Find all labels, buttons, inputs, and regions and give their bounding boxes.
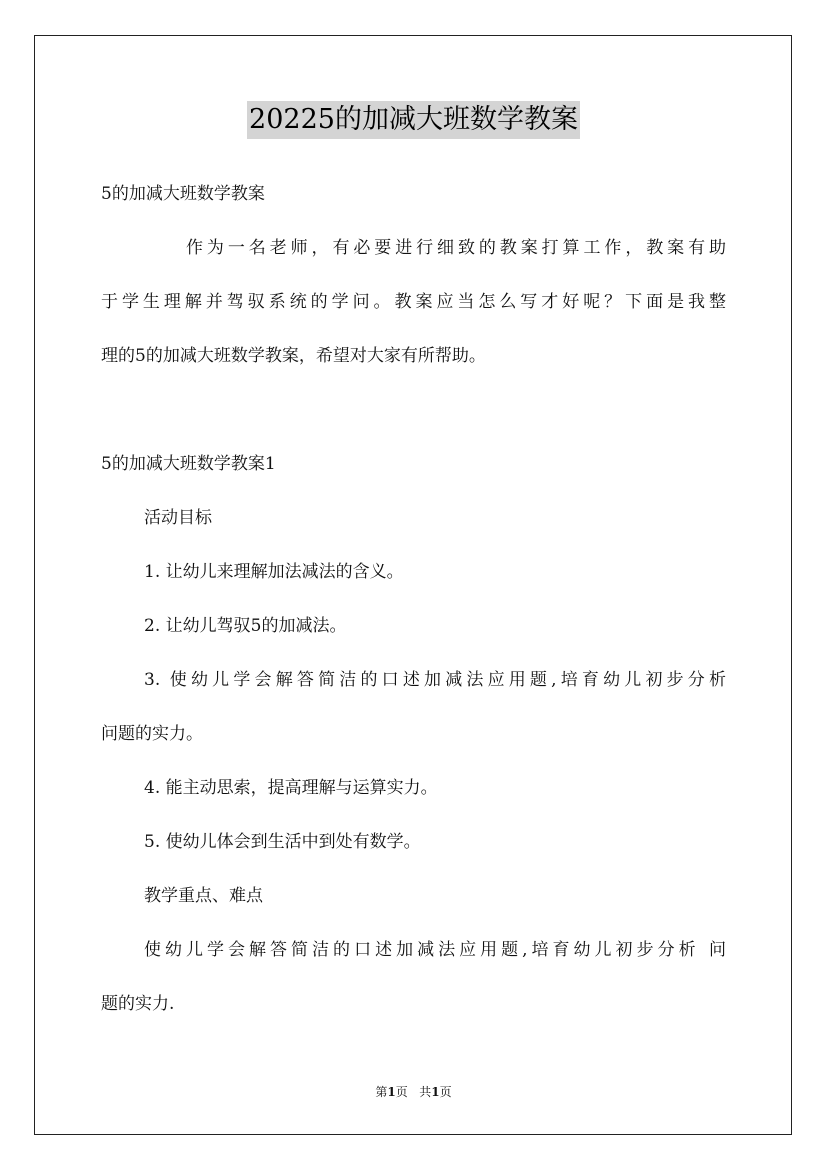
page-footer bbox=[0, 1084, 827, 1100]
footer-total-number: 1 bbox=[431, 1085, 440, 1099]
document-subtitle: 5的加减大班数学教案 bbox=[101, 184, 265, 204]
title-block bbox=[0, 101, 827, 139]
footer-prefix: 第 bbox=[375, 1085, 388, 1099]
footer-total-unit: 页 bbox=[439, 1085, 452, 1099]
footer-total-prefix: 共 bbox=[419, 1085, 432, 1099]
intro-paragraph-line-1: 作为一名老师，有必要进行细致的教案打算工作，教案有助 bbox=[186, 238, 726, 258]
section-title: 5的加减大班数学教案1 bbox=[101, 454, 276, 474]
intro-paragraph-line-2: 于学生理解并驾驭系统的学问。教案应当怎么写才好呢？下面是我整 bbox=[101, 292, 726, 312]
activity-goals-heading: 活动目标 bbox=[144, 508, 212, 528]
focus-paragraph-line-2: 题的实力. bbox=[101, 994, 175, 1014]
goal-item-2: 2. 让幼儿驾驭5的加减法。 bbox=[144, 616, 347, 636]
goal-item-1: 1. 让幼儿来理解加法减法的含义。 bbox=[144, 562, 404, 582]
document-title: 20225的加减大班数学教案 bbox=[247, 101, 580, 139]
goal-item-5: 5. 使幼儿体会到生活中到处有数学。 bbox=[144, 832, 421, 852]
intro-paragraph-line-3: 理的5的加减大班数学教案，希望对大家有所帮助。 bbox=[101, 346, 486, 366]
focus-heading: 教学重点、难点 bbox=[144, 886, 263, 906]
footer-page-number: 1 bbox=[387, 1085, 396, 1099]
focus-paragraph-line-1: 使幼儿学会解答简洁的口述加减法应用题,培育幼儿初步分析 问 bbox=[144, 940, 726, 960]
goal-item-4: 4. 能主动思索，提高理解与运算实力。 bbox=[144, 778, 438, 798]
goal-item-3: 3. 使幼儿学会解答简洁的口述加减法应用题,培育幼儿初步分析 bbox=[144, 670, 726, 690]
goal-item-3-continued: 问题的实力。 bbox=[101, 724, 203, 744]
footer-page-unit: 页 bbox=[395, 1085, 408, 1099]
